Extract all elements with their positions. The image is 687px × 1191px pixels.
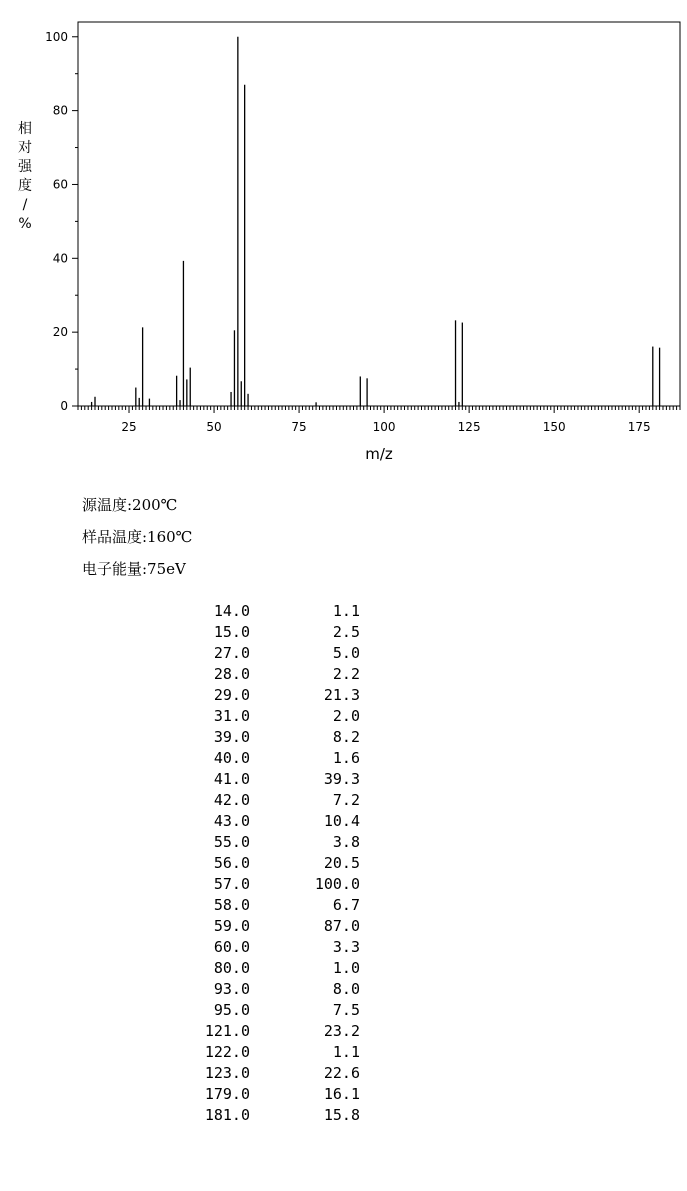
mz-value: 59.0 [213,917,250,935]
x-tick-label: 100 [372,420,396,434]
peak-table-row [150,1042,360,1063]
intensity-value: 8.2 [332,728,360,746]
y-tick-label: 80 [52,103,68,118]
mz-value: 95.0 [213,1001,250,1019]
intensity-value: 21.3 [323,686,360,704]
mz-value: 14.0 [213,602,250,620]
mz-value: 58.0 [213,896,250,914]
x-tick-label: 150 [542,420,566,434]
peak-table-row [150,853,360,874]
y-axis-label: 相对强度/ % [18,121,32,232]
peak-table-row [150,685,360,706]
intensity-value: 3.8 [332,833,360,851]
mz-value: 28.0 [213,665,250,683]
y-tick-label: 60 [52,177,68,192]
peak-table-row [150,1000,360,1021]
x-axis-label: m/z [365,445,393,463]
intensity-value: 100.0 [314,875,360,893]
mz-value: 179.0 [204,1085,250,1103]
intensity-value: 87.0 [323,917,360,935]
peak-table-row [150,706,360,727]
intensity-value: 2.5 [332,623,360,641]
intensity-value: 1.1 [332,602,360,620]
peak-table-row [150,937,360,958]
y-axis [45,30,78,413]
intensity-value: 6.7 [332,896,360,914]
mz-value: 57.0 [213,875,250,893]
intensity-value: 16.1 [323,1085,360,1103]
electron-energy: 电子能量:75eV [82,560,186,578]
plot-border [78,22,680,406]
mz-value: 55.0 [213,833,250,851]
x-tick-label: 25 [121,420,137,434]
sample-temperature: 样品温度:160℃ [82,528,193,546]
mz-value: 93.0 [213,980,250,998]
intensity-value: 7.5 [332,1001,360,1019]
mz-value: 121.0 [204,1022,250,1040]
mz-value: 123.0 [204,1064,250,1082]
intensity-value: 39.3 [323,770,360,788]
x-tick-label: 50 [206,420,222,434]
peak-table-row [150,1063,360,1084]
peak-table-row [150,622,360,643]
mz-value: 39.0 [213,728,250,746]
mz-value: 40.0 [213,749,250,767]
mz-value: 27.0 [213,644,250,662]
peak-table-row [150,916,360,937]
y-tick-label: 0 [60,399,68,413]
y-tick-label: 20 [52,325,68,340]
mz-value: 56.0 [213,854,250,872]
peak-table-row [150,874,360,895]
intensity-value: 1.0 [332,959,360,977]
intensity-value: 1.6 [332,749,360,767]
peak-table-row [150,958,360,979]
peak-table-row [150,895,360,916]
intensity-value: 1.1 [332,1043,360,1061]
mz-value: 122.0 [204,1043,250,1061]
mz-value: 181.0 [204,1106,250,1124]
intensity-value: 20.5 [323,854,360,872]
intensity-value: 10.4 [323,812,360,830]
intensity-value: 15.8 [323,1106,360,1124]
peak-table [150,601,360,1126]
mz-value: 60.0 [213,938,250,956]
y-tick-label: 100 [45,29,68,44]
peak-table-row [150,748,360,769]
intensity-value: 2.2 [332,665,360,683]
intensity-value: 8.0 [332,980,360,998]
peak-table-row [150,664,360,685]
mz-value: 80.0 [213,959,250,977]
peak-table-row [150,832,360,853]
mass-spectrum-chart [0,0,687,470]
intensity-value: 5.0 [332,644,360,662]
x-axis [78,406,680,434]
mz-value: 31.0 [213,707,250,725]
plot-frame [78,22,680,406]
peak-table-row [150,769,360,790]
mz-value: 41.0 [213,770,250,788]
y-tick-label: 40 [52,251,68,266]
mz-value: 42.0 [213,791,250,809]
x-tick-label: 75 [291,420,307,434]
x-tick-label: 175 [627,420,651,434]
mz-value: 29.0 [213,686,250,704]
mz-value: 15.0 [213,623,250,641]
x-tick-label: 125 [457,420,481,434]
peak-table-row [150,601,360,622]
spectrum-peaks [92,37,660,406]
peak-table-row [150,1021,360,1042]
intensity-value: 7.2 [332,791,360,809]
peak-table-row [150,1084,360,1105]
source-temperature: 源温度:200℃ [82,496,178,514]
mz-value: 43.0 [213,812,250,830]
peak-table-row [150,811,360,832]
peak-table-row [150,1105,360,1126]
peak-table-row [150,643,360,664]
intensity-value: 22.6 [323,1064,360,1082]
peak-table-row [150,979,360,1000]
peak-table-row [150,790,360,811]
intensity-value: 3.3 [332,938,360,956]
intensity-value: 2.0 [332,707,360,725]
peak-table-row [150,727,360,748]
intensity-value: 23.2 [323,1022,360,1040]
